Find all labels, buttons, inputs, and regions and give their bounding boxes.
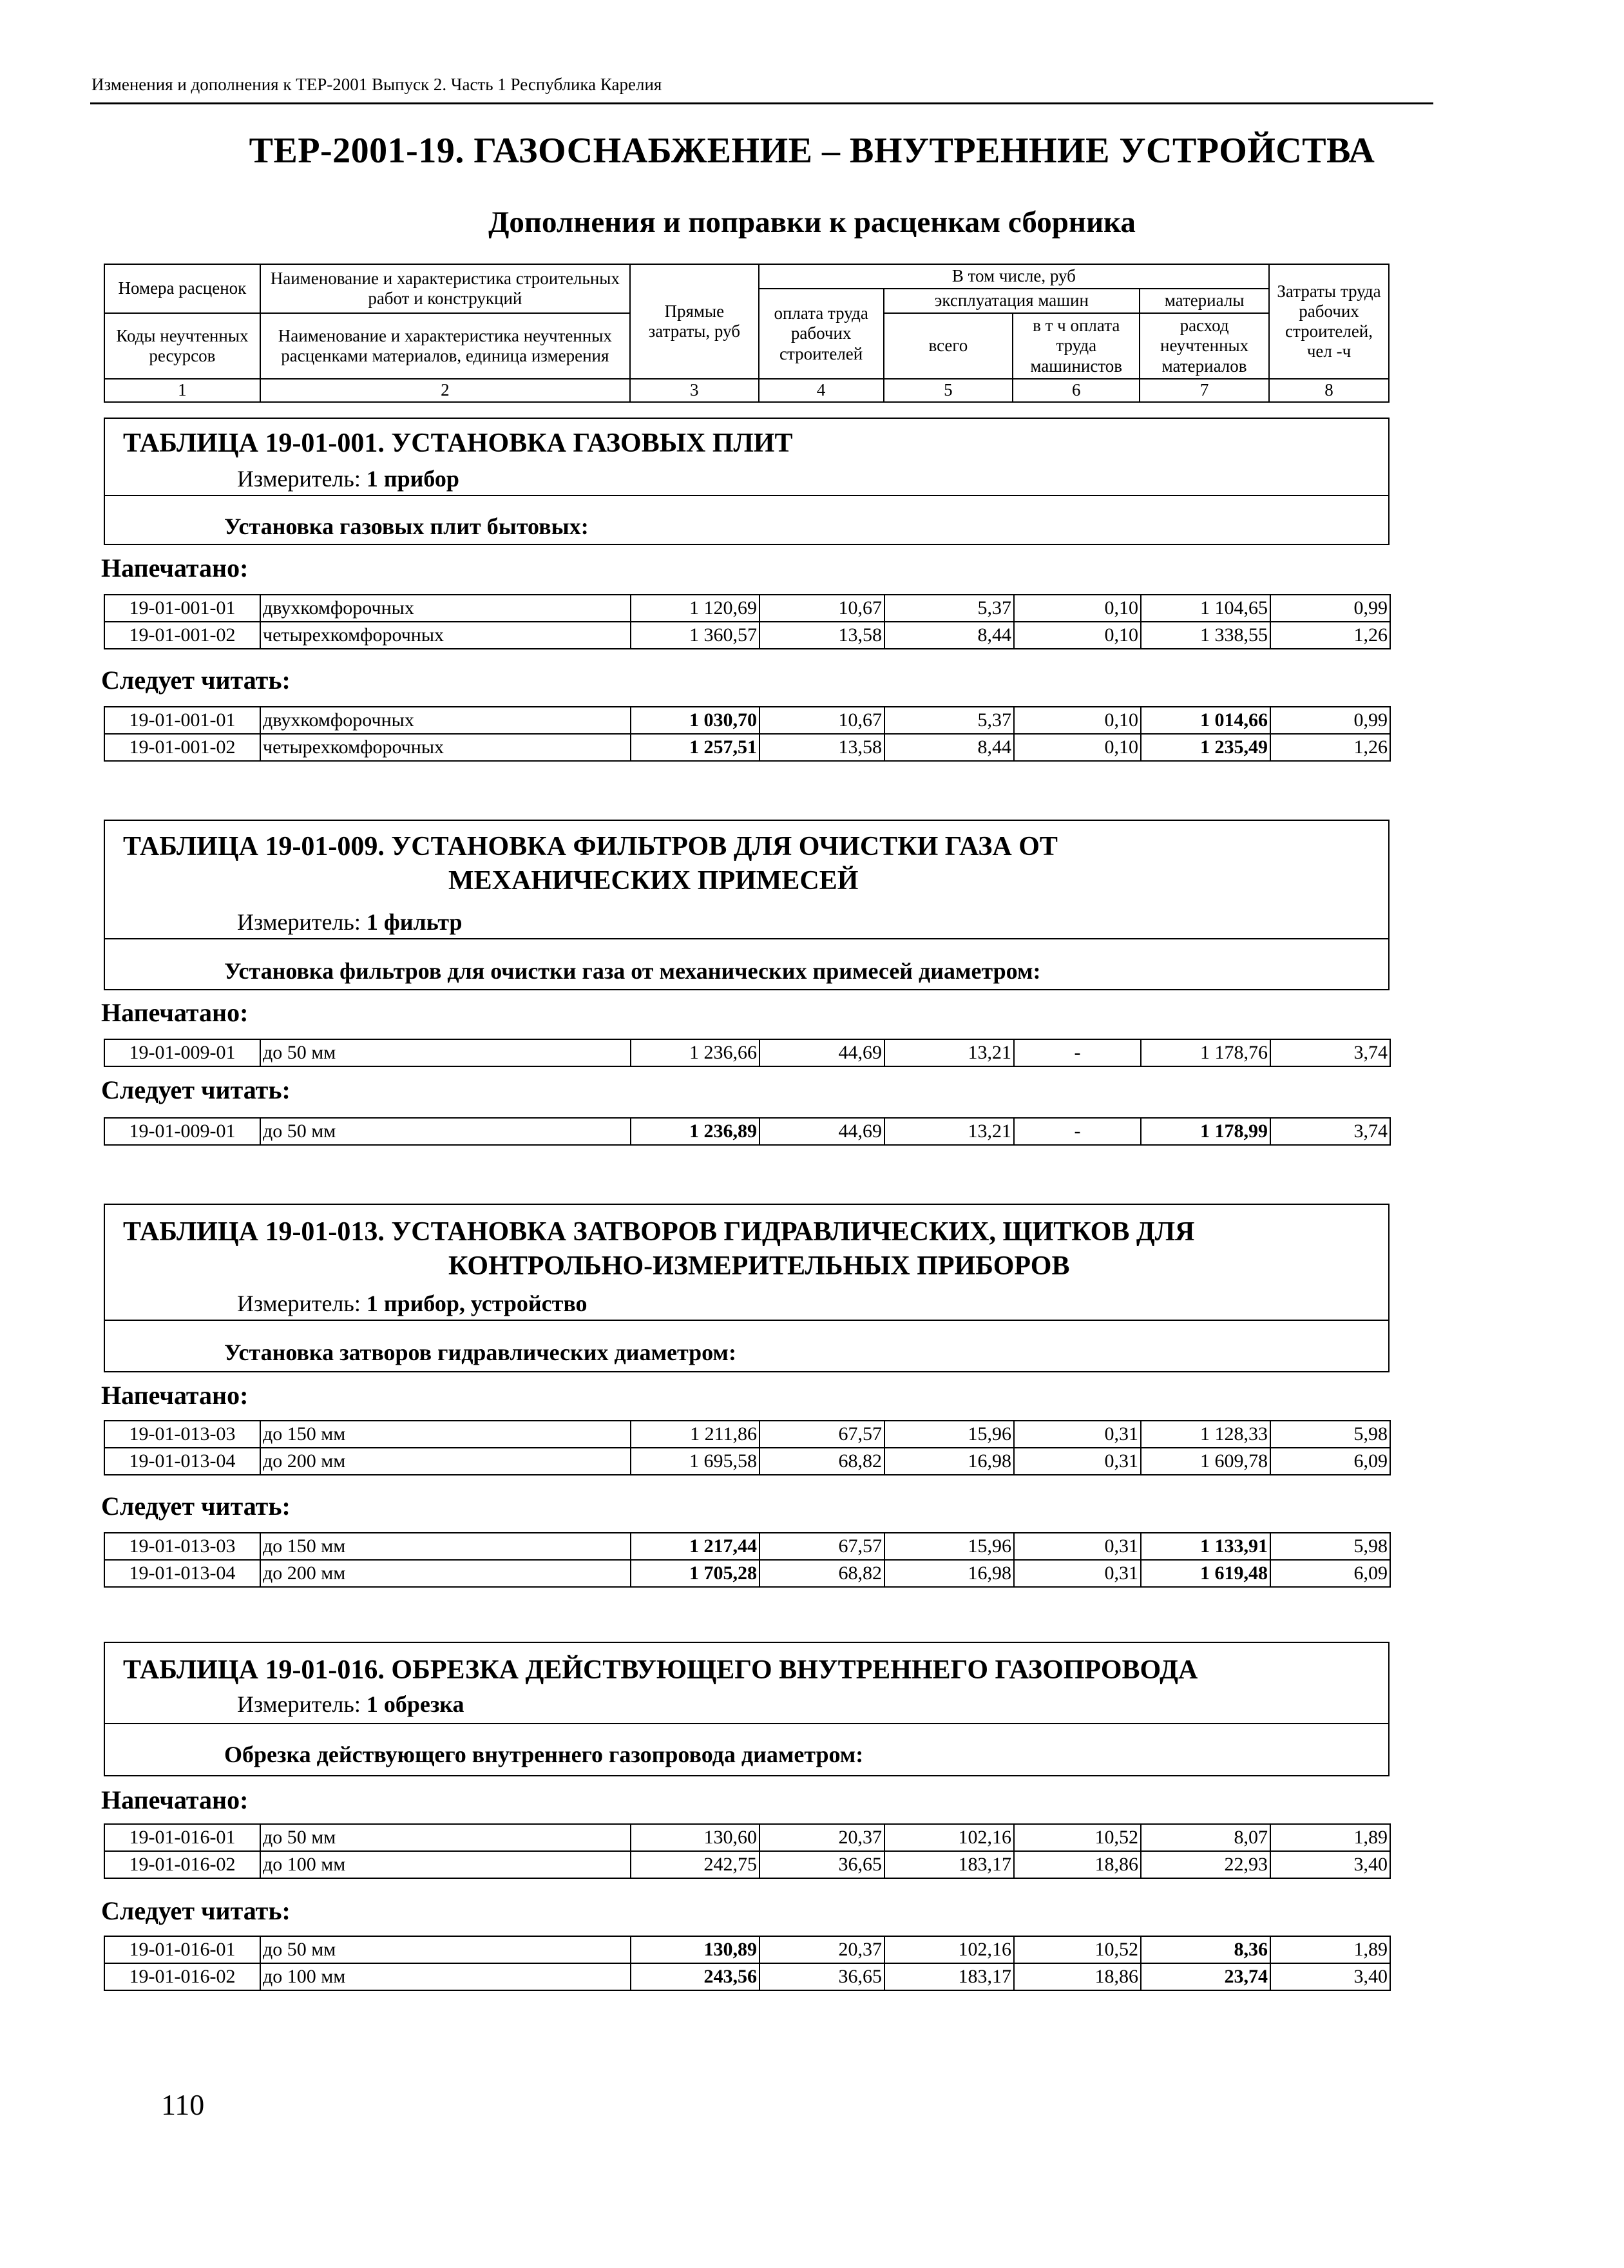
- table-row: [104, 1963, 1390, 1990]
- meter-value: 1 прибор, устройство: [366, 1291, 588, 1316]
- header-material-names: Наименование и характеристика неучтенных расценками материалов, единица измерения: [260, 313, 630, 379]
- materials-cell: 1 178,76: [1141, 1039, 1270, 1066]
- worker-pay-cell: 10,67: [759, 707, 884, 734]
- machine-total-cell: 5,37: [884, 595, 1014, 622]
- materials-cell: 23,74: [1141, 1963, 1270, 1990]
- labor-hours-cell: 3,74: [1270, 1118, 1390, 1145]
- section-divider: [105, 1320, 1388, 1321]
- printed-label: Напечатано:: [101, 553, 249, 582]
- machinist-pay-cell: 0,10: [1014, 734, 1141, 761]
- page-number: 110: [161, 2088, 205, 2121]
- materials-cell: 1 014,66: [1141, 707, 1270, 734]
- worker-pay-cell: 13,58: [759, 622, 884, 649]
- printed-rows-table: [104, 1823, 1391, 1879]
- rate-code-cell: 19-01-013-04: [104, 1448, 260, 1475]
- header-colnum: 7: [1140, 379, 1269, 402]
- section-meter: [237, 1290, 588, 1317]
- document-subtitle: Дополнения и поправки к расценкам сборника: [488, 206, 1136, 239]
- rate-name-cell: до 50 мм: [260, 1118, 631, 1145]
- header-colnum: 5: [884, 379, 1013, 402]
- machine-total-cell: 16,98: [884, 1560, 1014, 1587]
- header-labor-costs: Затраты труда рабочих строителей, чел -ч: [1269, 264, 1389, 379]
- materials-cell: 1 619,48: [1141, 1560, 1270, 1587]
- machine-total-cell: 15,96: [884, 1421, 1014, 1448]
- labor-hours-cell: 3,40: [1270, 1963, 1390, 1990]
- header-worker-pay: оплата труда рабочих строителей: [759, 289, 884, 379]
- machinist-pay-cell: -: [1014, 1118, 1141, 1145]
- labor-hours-cell: 1,26: [1270, 734, 1390, 761]
- direct-costs-cell: 1 120,69: [631, 595, 759, 622]
- meter-label: Измеритель:: [237, 1291, 361, 1316]
- worker-pay-cell: 44,69: [759, 1118, 884, 1145]
- header-work-name: Наименование и характеристика строительных работ и конструкций: [270, 268, 620, 308]
- labor-hours-cell: 5,98: [1270, 1533, 1390, 1560]
- worker-pay-cell: 67,57: [759, 1421, 884, 1448]
- machine-total-cell: 102,16: [884, 1824, 1014, 1851]
- materials-cell: 1 235,49: [1141, 734, 1270, 761]
- machinist-pay-cell: 0,31: [1014, 1560, 1141, 1587]
- labor-hours-cell: 0,99: [1270, 595, 1390, 622]
- machinist-pay-cell: -: [1014, 1039, 1141, 1066]
- machine-total-cell: 8,44: [884, 622, 1014, 649]
- labor-hours-cell: 6,09: [1270, 1560, 1390, 1587]
- header-names: [260, 264, 630, 313]
- table-row: [104, 1533, 1390, 1560]
- section-divider: [105, 495, 1388, 496]
- worker-pay-cell: 67,57: [759, 1533, 884, 1560]
- should-read-label: Следует читать:: [101, 666, 291, 695]
- direct-costs-cell: 1 705,28: [631, 1560, 759, 1587]
- should-read-label: Следует читать:: [101, 1075, 291, 1104]
- table-row: [104, 1448, 1390, 1475]
- table-row: [104, 622, 1390, 649]
- direct-costs-cell: 1 236,89: [631, 1118, 759, 1145]
- rate-name-cell: до 50 мм: [260, 1936, 631, 1963]
- corrected-rows-table: [104, 706, 1391, 762]
- meter-value: 1 обрезка: [366, 1691, 464, 1717]
- rate-name-cell: двухкомфорочных: [260, 707, 631, 734]
- worker-pay-cell: 44,69: [759, 1039, 884, 1066]
- rate-code-cell: 19-01-013-04: [104, 1560, 260, 1587]
- machinist-pay-cell: 0,10: [1014, 595, 1141, 622]
- machinist-pay-cell: 0,31: [1014, 1533, 1141, 1560]
- labor-hours-cell: 1,89: [1270, 1936, 1390, 1963]
- labor-hours-cell: 1,26: [1270, 622, 1390, 649]
- labor-hours-cell: 3,40: [1270, 1851, 1390, 1878]
- table-section-box: [104, 820, 1390, 990]
- corrected-rows-table: [104, 1532, 1391, 1588]
- rate-code-cell: 19-01-016-02: [104, 1963, 260, 1990]
- printed-rows-table: [104, 1039, 1391, 1067]
- section-title-line1: ТАБЛИЦА 19-01-001. УСТАНОВКА ГАЗОВЫХ ПЛИТ: [123, 428, 793, 458]
- section-divider: [105, 1723, 1388, 1724]
- direct-costs-cell: 1 695,58: [631, 1448, 759, 1475]
- corrected-rows-table: [104, 1936, 1391, 1991]
- printed-label: Напечатано:: [101, 1381, 249, 1410]
- section-title-line2: КОНТРОЛЬНО-ИЗМЕРИТЕЛЬНЫХ ПРИБОРОВ: [448, 1251, 1070, 1281]
- worker-pay-cell: 68,82: [759, 1560, 884, 1587]
- worker-pay-cell: 36,65: [759, 1851, 884, 1878]
- machine-total-cell: 8,44: [884, 734, 1014, 761]
- machinist-pay-cell: 18,86: [1014, 1851, 1141, 1878]
- header-colnum: 3: [630, 379, 759, 402]
- corrected-rows-table: [104, 1117, 1391, 1146]
- machinist-pay-cell: 0,31: [1014, 1448, 1141, 1475]
- should-read-label: Следует читать:: [101, 1896, 291, 1925]
- header-colnum: 6: [1013, 379, 1140, 402]
- section-title-line2: МЕХАНИЧЕСКИХ ПРИМЕСЕЙ: [448, 865, 859, 896]
- table-row: [104, 1421, 1390, 1448]
- section-work-description: Установка фильтров для очистки газа от механических примесей диаметром:: [224, 958, 1041, 984]
- header-codes: [104, 264, 260, 313]
- direct-costs-cell: 130,89: [631, 1936, 759, 1963]
- direct-costs-cell: 1 360,57: [631, 622, 759, 649]
- rate-code-cell: 19-01-013-03: [104, 1533, 260, 1560]
- section-title: [123, 1215, 1379, 1283]
- header-resource-codes: Коды неучтенных ресурсов: [104, 313, 260, 379]
- machine-total-cell: 15,96: [884, 1533, 1014, 1560]
- section-work-description: Установка затворов гидравлических диаметром:: [224, 1340, 736, 1365]
- table-section-box: [104, 418, 1390, 545]
- section-title-line1: ТАБЛИЦА 19-01-009. УСТАНОВКА ФИЛЬТРОВ ДЛЯ ОЧИСТКИ ГАЗА ОТ: [123, 832, 1058, 861]
- meter-value: 1 прибор: [366, 466, 459, 492]
- section-divider: [105, 938, 1388, 939]
- rate-name-cell: до 150 мм: [260, 1421, 631, 1448]
- direct-costs-cell: 243,56: [631, 1963, 759, 1990]
- materials-cell: 22,93: [1141, 1851, 1270, 1878]
- rate-code-cell: 19-01-001-01: [104, 707, 260, 734]
- header-rule: [90, 102, 1433, 104]
- header-machine-total: всего: [884, 313, 1013, 379]
- direct-costs-cell: 242,75: [631, 1851, 759, 1878]
- table-section-box: [104, 1204, 1390, 1372]
- rate-code-cell: 19-01-009-01: [104, 1039, 260, 1066]
- column-header-table: [104, 264, 1390, 403]
- rate-name-cell: двухкомфорочных: [260, 595, 631, 622]
- header-machine-operation: эксплуатация машин: [884, 289, 1140, 313]
- header-rate-numbers: Номера расценок: [118, 278, 247, 298]
- section-work-description: Установка газовых плит бытовых:: [224, 514, 589, 539]
- rate-name-cell: до 50 мм: [260, 1824, 631, 1851]
- section-title: [123, 830, 1379, 898]
- header-colnum: 8: [1269, 379, 1389, 402]
- rate-code-cell: 19-01-001-02: [104, 622, 260, 649]
- machine-total-cell: 13,21: [884, 1118, 1014, 1145]
- rate-name-cell: до 100 мм: [260, 1851, 631, 1878]
- header-materials: материалы: [1140, 289, 1269, 313]
- worker-pay-cell: 68,82: [759, 1448, 884, 1475]
- rate-code-cell: 19-01-009-01: [104, 1118, 260, 1145]
- labor-hours-cell: 1,89: [1270, 1824, 1390, 1851]
- materials-cell: 1 609,78: [1141, 1448, 1270, 1475]
- machinist-pay-cell: 10,52: [1014, 1824, 1141, 1851]
- table-row: [104, 1118, 1390, 1145]
- table-row: [104, 1824, 1390, 1851]
- machinist-pay-cell: 10,52: [1014, 1936, 1141, 1963]
- rate-code-cell: 19-01-016-02: [104, 1851, 260, 1878]
- rate-code-cell: 19-01-016-01: [104, 1824, 260, 1851]
- machine-total-cell: 5,37: [884, 707, 1014, 734]
- table-row: [104, 1851, 1390, 1878]
- section-meter: [237, 1691, 464, 1718]
- table-row: [104, 1039, 1390, 1066]
- labor-hours-cell: 5,98: [1270, 1421, 1390, 1448]
- header-machinist-pay: в т ч оплата труда машинистов: [1013, 313, 1140, 379]
- printed-rows-table: [104, 1420, 1391, 1475]
- materials-cell: 1 104,65: [1141, 595, 1270, 622]
- header-colnum: 4: [759, 379, 884, 402]
- machine-total-cell: 13,21: [884, 1039, 1014, 1066]
- rate-code-cell: 19-01-013-03: [104, 1421, 260, 1448]
- machine-total-cell: 16,98: [884, 1448, 1014, 1475]
- rate-name-cell: четырехкомфорочных: [260, 734, 631, 761]
- worker-pay-cell: 10,67: [759, 595, 884, 622]
- document-title: ТЕР-2001-19. ГАЗОСНАБЖЕНИЕ – ВНУТРЕННИЕ УСТРОЙСТВА: [249, 131, 1375, 171]
- direct-costs-cell: 1 030,70: [631, 707, 759, 734]
- section-title-line1: ТАБЛИЦА 19-01-013. УСТАНОВКА ЗАТВОРОВ ГИДРАВЛИЧЕСКИХ, ЩИТКОВ ДЛЯ: [123, 1217, 1195, 1247]
- materials-cell: 1 133,91: [1141, 1533, 1270, 1560]
- printed-rows-table: [104, 594, 1391, 649]
- direct-costs-cell: 130,60: [631, 1824, 759, 1851]
- labor-hours-cell: 6,09: [1270, 1448, 1390, 1475]
- table-section-box: [104, 1642, 1390, 1776]
- table-row: [104, 707, 1390, 734]
- rate-name-cell: до 100 мм: [260, 1963, 631, 1990]
- rate-name-cell: до 150 мм: [260, 1533, 631, 1560]
- table-row: [104, 1560, 1390, 1587]
- meter-value: 1 фильтр: [366, 909, 463, 935]
- section-title: [123, 1653, 1379, 1687]
- meter-label: Измеритель:: [237, 1691, 361, 1717]
- worker-pay-cell: 36,65: [759, 1963, 884, 1990]
- rate-code-cell: 19-01-001-01: [104, 595, 260, 622]
- direct-costs-cell: 1 257,51: [631, 734, 759, 761]
- section-work-description: Обрезка действующего внутреннего газопровода диаметром:: [224, 1742, 864, 1767]
- machinist-pay-cell: 18,86: [1014, 1963, 1141, 1990]
- direct-costs-cell: 1 211,86: [631, 1421, 759, 1448]
- labor-hours-cell: 3,74: [1270, 1039, 1390, 1066]
- meter-label: Измеритель:: [237, 909, 361, 935]
- direct-costs-cell: 1 236,66: [631, 1039, 759, 1066]
- materials-cell: 1 338,55: [1141, 622, 1270, 649]
- printed-label: Напечатано:: [101, 998, 249, 1027]
- machinist-pay-cell: 0,10: [1014, 707, 1141, 734]
- machine-total-cell: 183,17: [884, 1963, 1014, 1990]
- section-title: [123, 427, 1379, 461]
- labor-hours-cell: 0,99: [1270, 707, 1390, 734]
- header-material-consumption: расход неучтенных материалов: [1140, 313, 1269, 379]
- machinist-pay-cell: 0,31: [1014, 1421, 1141, 1448]
- worker-pay-cell: 13,58: [759, 734, 884, 761]
- rate-name-cell: четырехкомфорочных: [260, 622, 631, 649]
- materials-cell: 1 178,99: [1141, 1118, 1270, 1145]
- rate-name-cell: до 50 мм: [260, 1039, 631, 1066]
- worker-pay-cell: 20,37: [759, 1824, 884, 1851]
- materials-cell: 8,07: [1141, 1824, 1270, 1851]
- worker-pay-cell: 20,37: [759, 1936, 884, 1963]
- rate-code-cell: 19-01-016-01: [104, 1936, 260, 1963]
- header-colnum: 2: [260, 379, 630, 402]
- section-title-line1: ТАБЛИЦА 19-01-016. ОБРЕЗКА ДЕЙСТВУЮЩЕГО ВНУТРЕННЕГО ГАЗОПРОВОДА: [123, 1655, 1198, 1685]
- header-colnum: 1: [104, 379, 260, 402]
- header-including: В том числе, руб: [759, 264, 1269, 289]
- header-direct-costs: Прямые затраты, руб: [630, 264, 759, 379]
- section-meter: [237, 465, 459, 492]
- materials-cell: 1 128,33: [1141, 1421, 1270, 1448]
- table-row: [104, 734, 1390, 761]
- materials-cell: 8,36: [1141, 1936, 1270, 1963]
- rate-code-cell: 19-01-001-02: [104, 734, 260, 761]
- machinist-pay-cell: 0,10: [1014, 622, 1141, 649]
- meter-label: Измеритель:: [237, 466, 361, 492]
- running-header: Изменения и дополнения к ТЕР-2001 Выпуск 2. Часть 1 Республика Карелия: [91, 75, 662, 94]
- printed-label: Напечатано:: [101, 1785, 249, 1814]
- table-row: [104, 595, 1390, 622]
- should-read-label: Следует читать:: [101, 1492, 291, 1521]
- table-row: [104, 1936, 1390, 1963]
- machine-total-cell: 183,17: [884, 1851, 1014, 1878]
- machine-total-cell: 102,16: [884, 1936, 1014, 1963]
- direct-costs-cell: 1 217,44: [631, 1533, 759, 1560]
- rate-name-cell: до 200 мм: [260, 1448, 631, 1475]
- rate-name-cell: до 200 мм: [260, 1560, 631, 1587]
- section-meter: [237, 908, 463, 936]
